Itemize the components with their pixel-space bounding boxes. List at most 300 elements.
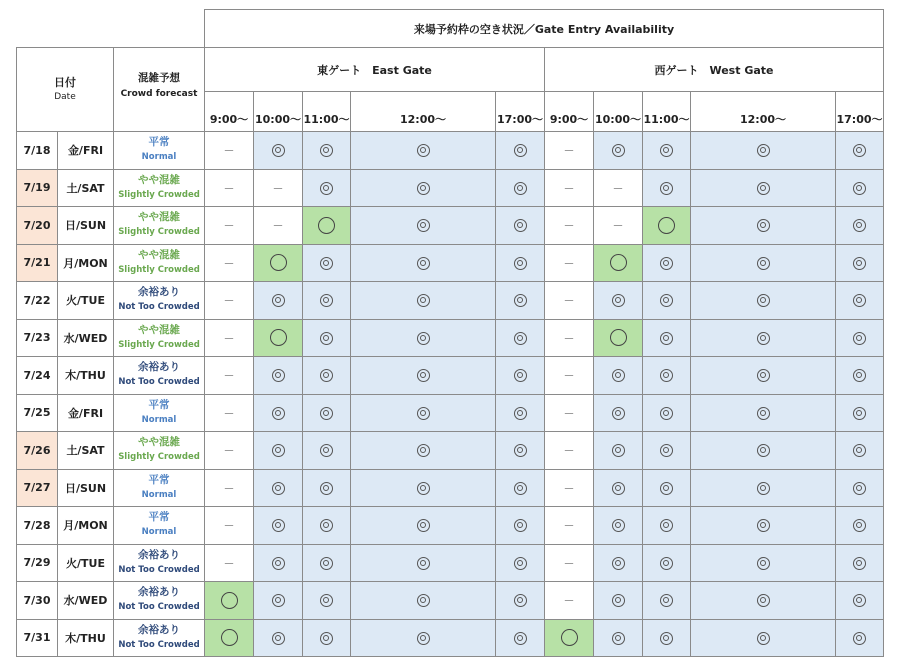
date-cell: 7/29 [17,544,58,582]
table-row [17,169,884,207]
east-slot-cell [205,357,254,395]
table-row [17,469,884,507]
east-slot-cell [351,244,496,282]
east-slot-cell [351,169,496,207]
date-cell: 7/24 [17,357,58,395]
west-slot-cell [643,282,691,320]
west-slot-cell [691,469,836,507]
east-slot-cell [303,169,351,207]
east-slot-cell [254,544,303,582]
forecast-cell [114,394,205,432]
double-circle-icon [612,144,625,157]
single-circle-icon [270,329,287,346]
forecast-en: Normal [141,414,177,425]
east-slot-cell [303,244,351,282]
west-slot-cell [545,319,594,357]
west-slot-cell [594,432,643,470]
west-slot-cell [691,507,836,545]
double-circle-icon [320,182,333,195]
dash-icon: － [223,519,235,533]
dash-icon: － [223,444,235,458]
double-circle-icon [417,369,430,382]
forecast-en: Not Too Crowded [118,602,200,613]
west-slot-cell [594,582,643,620]
double-circle-icon [272,594,285,607]
date-cell: 7/21 [17,244,58,282]
double-circle-icon [320,557,333,570]
double-circle-icon [514,407,527,420]
forecast-en: Not Too Crowded [118,564,200,575]
dash-icon: － [563,556,575,570]
double-circle-icon [853,557,866,570]
east-slot-cell [303,432,351,470]
weekday-cell: 火/TUE [58,544,114,582]
table-row [17,282,884,320]
east-time-header-2: 11:00～ [303,92,351,132]
availability-rows [17,132,884,657]
west-slot-cell [545,582,594,620]
dash-icon: － [563,594,575,608]
forecast-cell [114,169,205,207]
double-circle-icon [757,257,770,270]
west-slot-cell [643,619,691,657]
dash-icon: － [223,294,235,308]
double-circle-icon [514,182,527,195]
west-slot-cell [836,469,884,507]
table-title: 来場予約枠の空き状況／Gate Entry Availability [205,10,884,48]
double-circle-icon [853,632,866,645]
east-slot-cell [254,582,303,620]
east-slot-cell [351,207,496,245]
date-cell: 7/28 [17,507,58,545]
dash-icon: － [612,219,624,233]
double-circle-icon [757,519,770,532]
double-circle-icon [757,557,770,570]
double-circle-icon [417,294,430,307]
double-circle-icon [612,369,625,382]
east-slot-cell [205,544,254,582]
double-circle-icon [417,332,430,345]
double-circle-icon [417,407,430,420]
single-circle-icon [270,254,287,271]
west-slot-cell [594,507,643,545]
west-slot-cell [594,169,643,207]
double-circle-icon [612,632,625,645]
double-circle-icon [272,144,285,157]
date-header [17,48,114,132]
east-slot-cell [303,207,351,245]
double-circle-icon [514,444,527,457]
double-circle-icon [853,519,866,532]
east-slot-cell [205,169,254,207]
east-slot-cell [254,132,303,170]
double-circle-icon [612,407,625,420]
west-slot-cell [643,132,691,170]
east-slot-cell [303,319,351,357]
forecast-jp: 余裕あり [138,623,180,636]
east-slot-cell [351,507,496,545]
east-slot-cell [254,469,303,507]
west-slot-cell [836,432,884,470]
dash-icon: － [272,181,284,195]
east-slot-cell [496,207,545,245]
double-circle-icon [660,294,673,307]
east-slot-cell [303,282,351,320]
double-circle-icon [320,407,333,420]
east-gate-header: 東ゲート East Gate [205,48,545,92]
forecast-jp: 余裕あり [138,586,180,599]
single-circle-icon [561,629,578,646]
crowd-header-jp: 混雑予想 [138,72,180,84]
double-circle-icon [320,482,333,495]
double-circle-icon [660,594,673,607]
weekday-cell: 水/WED [58,582,114,620]
weekday-cell: 木/THU [58,619,114,657]
forecast-en: Slightly Crowded [118,264,200,275]
double-circle-icon [757,369,770,382]
date-cell: 7/27 [17,469,58,507]
double-circle-icon [417,144,430,157]
west-slot-cell [545,357,594,395]
east-slot-cell [205,319,254,357]
double-circle-icon [514,594,527,607]
west-slot-cell [545,432,594,470]
west-slot-cell [643,207,691,245]
forecast-jp: やや混雑 [138,248,180,261]
west-slot-cell [594,544,643,582]
forecast-jp: 余裕あり [138,361,180,374]
west-slot-cell [836,394,884,432]
double-circle-icon [320,444,333,457]
west-slot-cell [545,507,594,545]
double-circle-icon [514,519,527,532]
double-circle-icon [417,219,430,232]
east-time-header-4: 17:00～ [496,92,545,132]
forecast-cell [114,619,205,657]
double-circle-icon [514,557,527,570]
double-circle-icon [514,294,527,307]
forecast-jp: 余裕あり [138,548,180,561]
west-slot-cell [643,357,691,395]
west-slot-cell [836,319,884,357]
west-slot-cell [643,544,691,582]
table-row [17,244,884,282]
east-slot-cell [205,394,254,432]
east-slot-cell [351,544,496,582]
date-header-jp: 日付 [54,75,76,89]
west-slot-cell [691,357,836,395]
double-circle-icon [417,519,430,532]
forecast-jp: 余裕あり [138,286,180,299]
dash-icon: － [223,181,235,195]
dash-icon: － [563,369,575,383]
forecast-en: Not Too Crowded [118,377,200,388]
dash-icon: － [223,406,235,420]
west-slot-cell [545,394,594,432]
west-slot-cell [643,469,691,507]
double-circle-icon [612,482,625,495]
weekday-cell: 火/TUE [58,282,114,320]
dash-icon: － [563,444,575,458]
double-circle-icon [757,444,770,457]
forecast-jp: やや混雑 [138,173,180,186]
double-circle-icon [853,594,866,607]
dash-icon: － [223,369,235,383]
forecast-cell [114,432,205,470]
table-row [17,319,884,357]
forecast-cell [114,319,205,357]
west-slot-cell [545,244,594,282]
weekday-cell: 金/FRI [58,394,114,432]
west-slot-cell [691,244,836,282]
forecast-jp: やや混雑 [138,211,180,224]
west-time-header-4: 17:00～ [836,92,884,132]
double-circle-icon [660,632,673,645]
east-slot-cell [254,619,303,657]
date-header-en: Date [54,91,76,102]
double-circle-icon [853,294,866,307]
double-circle-icon [320,519,333,532]
west-slot-cell [643,582,691,620]
double-circle-icon [514,219,527,232]
double-circle-icon [853,332,866,345]
double-circle-icon [272,519,285,532]
east-slot-cell [303,544,351,582]
double-circle-icon [514,144,527,157]
west-slot-cell [643,432,691,470]
double-circle-icon [757,632,770,645]
dash-icon: － [563,144,575,158]
east-slot-cell [254,357,303,395]
dash-icon: － [563,294,575,308]
east-slot-cell [496,244,545,282]
east-slot-cell [254,244,303,282]
west-slot-cell [545,132,594,170]
east-slot-cell [303,357,351,395]
dash-icon: － [563,406,575,420]
forecast-jp: やや混雑 [138,436,180,449]
forecast-jp: 平常 [148,473,170,486]
double-circle-icon [417,182,430,195]
double-circle-icon [320,332,333,345]
west-slot-cell [691,169,836,207]
double-circle-icon [660,407,673,420]
date-cell: 7/18 [17,132,58,170]
west-slot-cell [643,507,691,545]
east-slot-cell [351,432,496,470]
east-slot-cell [303,469,351,507]
crowd-forecast-header [114,48,205,132]
double-circle-icon [612,594,625,607]
double-circle-icon [853,369,866,382]
single-circle-icon [221,592,238,609]
date-cell: 7/25 [17,394,58,432]
double-circle-icon [660,332,673,345]
east-time-header-0: 9:00～ [205,92,254,132]
double-circle-icon [660,369,673,382]
double-circle-icon [417,482,430,495]
date-cell: 7/26 [17,432,58,470]
double-circle-icon [272,444,285,457]
dash-icon: － [563,519,575,533]
east-slot-cell [496,432,545,470]
weekday-cell: 日/SUN [58,469,114,507]
east-slot-cell [496,319,545,357]
double-circle-icon [320,632,333,645]
forecast-cell [114,357,205,395]
west-slot-cell [594,394,643,432]
double-circle-icon [757,482,770,495]
west-slot-cell [545,544,594,582]
dash-icon: － [223,144,235,158]
east-slot-cell [205,244,254,282]
west-slot-cell [594,619,643,657]
double-circle-icon [417,594,430,607]
west-slot-cell [545,619,594,657]
east-slot-cell [205,507,254,545]
double-circle-icon [853,482,866,495]
forecast-en: Not Too Crowded [118,302,200,313]
double-circle-icon [417,557,430,570]
west-slot-cell [545,282,594,320]
west-slot-cell [691,432,836,470]
east-slot-cell [254,207,303,245]
double-circle-icon [514,332,527,345]
west-slot-cell [643,169,691,207]
double-circle-icon [514,257,527,270]
single-circle-icon [318,217,335,234]
west-slot-cell [836,132,884,170]
east-slot-cell [205,132,254,170]
date-cell: 7/23 [17,319,58,357]
double-circle-icon [660,482,673,495]
east-slot-cell [303,619,351,657]
west-time-header-0: 9:00～ [545,92,594,132]
east-slot-cell [254,169,303,207]
east-slot-cell [496,394,545,432]
east-slot-cell [303,507,351,545]
table-row [17,544,884,582]
east-slot-cell [351,582,496,620]
double-circle-icon [320,594,333,607]
date-cell: 7/20 [17,207,58,245]
forecast-jp: やや混雑 [138,323,180,336]
west-slot-cell [836,544,884,582]
east-slot-cell [351,319,496,357]
double-circle-icon [660,182,673,195]
east-slot-cell [351,469,496,507]
double-circle-icon [757,332,770,345]
dash-icon: － [223,256,235,270]
dash-icon: － [223,556,235,570]
forecast-jp: 平常 [148,136,170,149]
west-time-header-1: 10:00～ [594,92,643,132]
double-circle-icon [320,257,333,270]
forecast-en: Normal [141,152,177,163]
west-slot-cell [691,319,836,357]
double-circle-icon [272,407,285,420]
west-slot-cell [643,244,691,282]
double-circle-icon [853,182,866,195]
double-circle-icon [272,482,285,495]
header-spacer [17,10,205,48]
east-slot-cell [496,619,545,657]
table-row [17,507,884,545]
west-slot-cell [836,207,884,245]
east-slot-cell [351,357,496,395]
double-circle-icon [757,407,770,420]
east-slot-cell [351,394,496,432]
double-circle-icon [514,482,527,495]
dash-icon: － [223,481,235,495]
west-slot-cell [691,619,836,657]
west-slot-cell [643,319,691,357]
forecast-en: Slightly Crowded [118,452,200,463]
table-row [17,394,884,432]
double-circle-icon [757,182,770,195]
west-slot-cell [836,282,884,320]
east-slot-cell [254,507,303,545]
double-circle-icon [660,557,673,570]
double-circle-icon [272,557,285,570]
west-slot-cell [594,357,643,395]
forecast-cell [114,282,205,320]
double-circle-icon [853,144,866,157]
weekday-cell: 木/THU [58,357,114,395]
date-cell: 7/22 [17,282,58,320]
east-slot-cell [205,207,254,245]
dash-icon: － [223,219,235,233]
west-slot-cell [643,394,691,432]
availability-table [16,9,884,657]
east-slot-cell [303,582,351,620]
forecast-en: Normal [141,489,177,500]
west-slot-cell [594,132,643,170]
west-slot-cell [691,394,836,432]
west-time-header-2: 11:00～ [643,92,691,132]
west-slot-cell [545,469,594,507]
east-slot-cell [205,282,254,320]
west-slot-cell [594,244,643,282]
double-circle-icon [320,294,333,307]
table-row [17,582,884,620]
east-slot-cell [351,282,496,320]
forecast-cell [114,544,205,582]
double-circle-icon [514,369,527,382]
weekday-cell: 月/MON [58,244,114,282]
double-circle-icon [272,369,285,382]
weekday-cell: 水/WED [58,319,114,357]
east-slot-cell [496,282,545,320]
east-slot-cell [205,619,254,657]
table-row [17,432,884,470]
table-row [17,357,884,395]
west-slot-cell [836,507,884,545]
double-circle-icon [417,632,430,645]
west-slot-cell [836,357,884,395]
west-slot-cell [836,244,884,282]
forecast-en: Not Too Crowded [118,639,200,650]
east-slot-cell [496,582,545,620]
east-time-header-3: 12:00～ [351,92,496,132]
double-circle-icon [514,632,527,645]
west-slot-cell [836,169,884,207]
forecast-cell [114,507,205,545]
double-circle-icon [757,144,770,157]
east-slot-cell [254,282,303,320]
east-slot-cell [303,132,351,170]
double-circle-icon [660,144,673,157]
